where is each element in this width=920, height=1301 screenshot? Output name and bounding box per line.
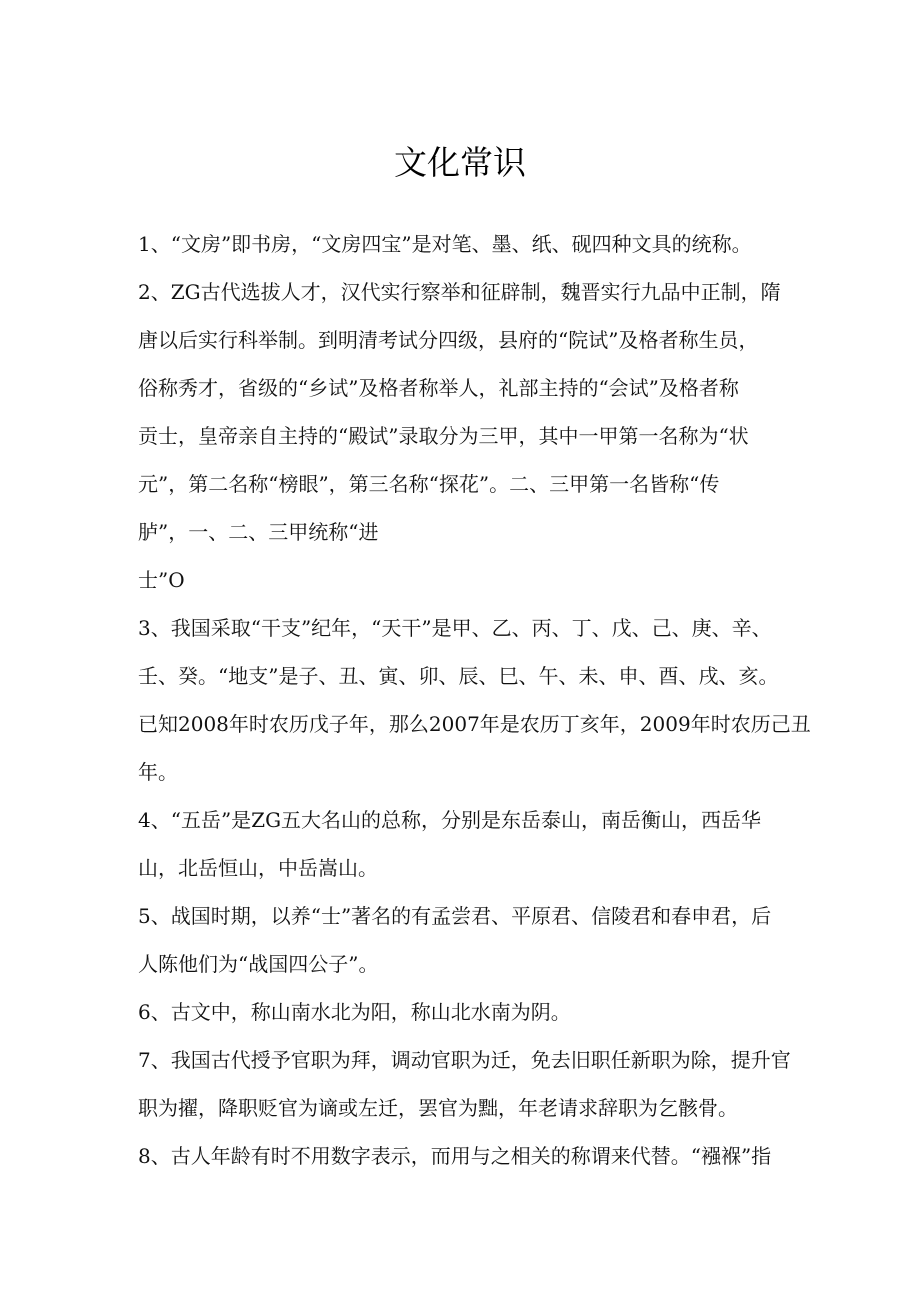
text-line-7: 胪”，一、二、三甲统称“进 <box>138 520 379 544</box>
text-line-1: 1、“文房”即书房，“文房四宝”是对笔、墨、纸、砚四种文具的统称。 <box>138 232 752 256</box>
text-line-15: 5、战国时期，以养“士”著名的有孟尝君、平原君、信陵君和春申君，后 <box>138 904 772 928</box>
text-line-4: 俗称秀才，省级的“乡试”及格者称举人，礼部主持的“会试”及格者称 <box>138 376 739 400</box>
text-line-17: 6、古文中，称山南水北为阳，称山北水南为阴。 <box>138 1000 571 1024</box>
text-line-18: 7、我国古代授予官职为拜，调动官职为迁，免去旧职任新职为除，提升官 <box>138 1048 791 1072</box>
text-line-19: 职为擢，降职贬官为谪或左迁，罢官为黜，年老请求辞职为乞骸骨。 <box>138 1096 738 1120</box>
text-line-9: 3、我国采取“干支”纪年，“天干”是甲、乙、丙、丁、戊、己、庚、辛、 <box>138 616 772 640</box>
text-line-14: 山，北岳恒山，中岳嵩山。 <box>138 856 378 880</box>
text-line-6: 元”，第二名称“榜眼”，第三名称“探花”。二、三甲第一名皆称“传 <box>138 472 720 496</box>
text-line-12: 年。 <box>138 760 178 784</box>
text-line-5: 贡士，皇帝亲自主持的“殿试”录取分为三甲，其中一甲第一名称为“状 <box>138 424 749 448</box>
text-line-13: 4、“五岳”是ZG五大名山的总称，分别是东岳泰山，南岳衡山，西岳华 <box>138 808 762 832</box>
text-line-8: 士”O <box>138 568 185 592</box>
text-line-2: 2、ZG古代选拔人才，汉代实行察举和征辟制，魏晋实行九品中正制，隋 <box>138 280 781 304</box>
text-line-11: 已知2008年时农历戊子年，那么2007年是农历丁亥年，2009年时农历己丑 <box>138 712 811 736</box>
text-line-16: 人陈他们为“战国四公子”。 <box>138 952 379 976</box>
text-line-10: 壬、癸。“地支”是子、丑、寅、卯、辰、巳、午、未、申、酉、戌、亥。 <box>138 664 779 688</box>
text-line-3: 唐以后实行科举制。到明清考试分四级，县府的“院试”及格者称生员， <box>138 328 759 352</box>
text-line-20: 8、古人年龄有时不用数字表示，而用与之相关的称谓来代替。“襁褓”指 <box>138 1144 772 1168</box>
document-title: 文化常识 <box>394 143 526 182</box>
